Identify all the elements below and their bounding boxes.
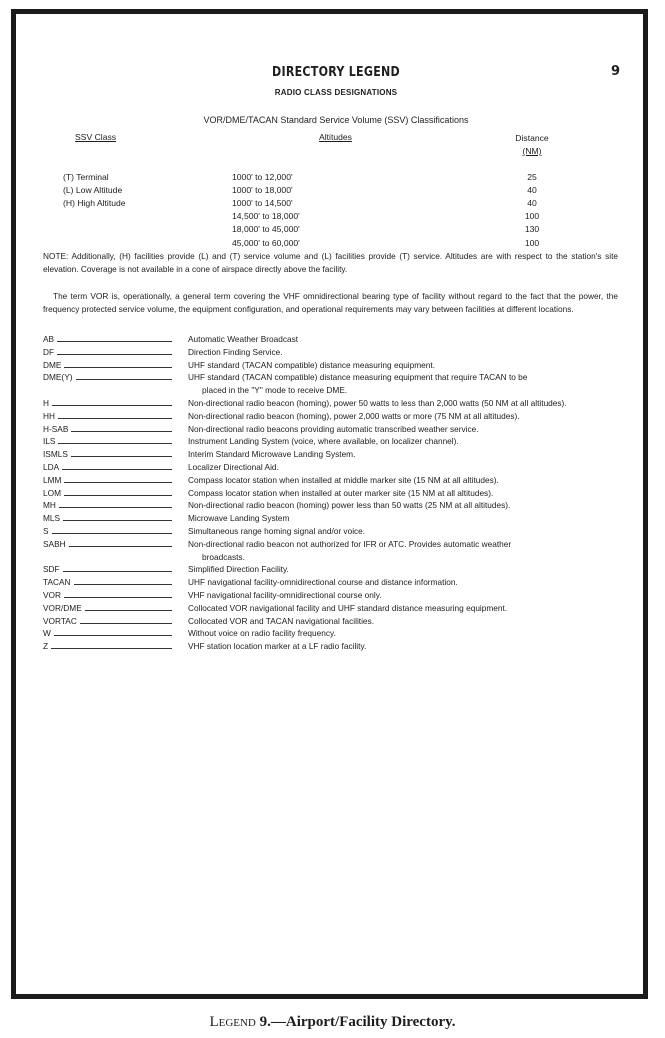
designation-description bbox=[188, 435, 618, 448]
ssv-note: NOTE: Additionally, (H) facilities provide (L) and (T) service volume and (L) facilities provide (T) service. Altitudes are with respect to the station's site elevation. Coverage is not available in a cone of airspace directly above the facility. bbox=[43, 251, 618, 274]
leader-line bbox=[59, 507, 172, 508]
designation-code-cell bbox=[43, 487, 188, 500]
designation-row bbox=[43, 410, 618, 423]
ssv-dist-cell: 40 bbox=[527, 198, 537, 209]
designation-code-cell bbox=[43, 538, 188, 564]
designation-code: H bbox=[43, 397, 49, 408]
designation-description bbox=[188, 627, 618, 640]
designation-code: VOR/DME bbox=[43, 602, 82, 613]
designation-row bbox=[43, 602, 618, 615]
designation-code: VORTAC bbox=[43, 615, 77, 626]
designation-code-cell bbox=[43, 602, 188, 615]
ssv-class-header: SSV Class bbox=[75, 132, 117, 142]
designation-row bbox=[43, 538, 618, 564]
designation-description-text: Non-directional radio beacon (homing), power 50 watts to less than 2,000 watts (50 NM at all altitudes). bbox=[188, 397, 567, 408]
designation-row bbox=[43, 435, 618, 448]
designation-description bbox=[188, 499, 618, 512]
designation-code-cell bbox=[43, 333, 188, 346]
designation-description-text: Collocated VOR navigational facility and UHF standard distance measuring equipment. bbox=[188, 602, 508, 613]
leader-line bbox=[58, 418, 172, 419]
designation-code: ILS bbox=[43, 436, 56, 447]
leader-line bbox=[58, 443, 172, 444]
designation-code-cell bbox=[43, 397, 188, 410]
designation-code-cell bbox=[43, 615, 188, 628]
ssv-dist-cell: 40 bbox=[527, 185, 537, 196]
page-subtitle: RADIO CLASS DESIGNATIONS bbox=[274, 88, 398, 97]
designation-code-cell bbox=[43, 423, 188, 436]
designation-row bbox=[43, 333, 618, 346]
ssv-cls-cell: (H) High Altitude bbox=[63, 198, 126, 209]
designation-description bbox=[188, 423, 618, 436]
designation-description bbox=[188, 563, 618, 576]
leader-line bbox=[52, 405, 172, 406]
designation-row bbox=[43, 397, 618, 410]
leader-line bbox=[64, 597, 172, 598]
designation-row bbox=[43, 627, 618, 640]
designation-description-text: Non-directional radio beacon (homing), power 2,000 watts or more (75 NM at all altitudes). bbox=[188, 410, 520, 421]
leader-line bbox=[64, 367, 172, 368]
ssv-alt-cell: 1000' to 12,000' bbox=[232, 172, 293, 182]
designation-description bbox=[188, 333, 618, 346]
leader-line bbox=[54, 635, 172, 636]
designation-code: H-SAB bbox=[43, 423, 69, 434]
leader-line bbox=[80, 623, 172, 624]
designation-description bbox=[188, 371, 618, 397]
leader-line bbox=[51, 648, 172, 649]
designation-code: MLS bbox=[43, 513, 61, 524]
page-number: 9 bbox=[610, 64, 620, 79]
designation-row bbox=[43, 359, 618, 372]
designation-code: W bbox=[43, 628, 51, 639]
designation-row bbox=[43, 423, 618, 436]
leader-line bbox=[52, 533, 172, 534]
designation-code-cell bbox=[43, 371, 188, 397]
designation-row bbox=[43, 371, 618, 397]
designation-row bbox=[43, 576, 618, 589]
designation-code: Z bbox=[43, 641, 49, 652]
designation-code-cell bbox=[43, 627, 188, 640]
designation-description-text: Non-directional radio beacon (homing) power less than 50 watts (25 NM at all altitudes). bbox=[188, 500, 511, 511]
ssv-alt-cell: 14,500' to 18,000' bbox=[232, 211, 300, 222]
designation-code: TACAN bbox=[43, 577, 71, 588]
designation-code: LOM bbox=[43, 487, 61, 498]
designation-code-cell bbox=[43, 359, 188, 372]
designation-description bbox=[188, 461, 618, 474]
leader-line bbox=[71, 431, 172, 432]
designation-description-text: Without voice on radio facility frequency. bbox=[188, 628, 336, 639]
designation-description bbox=[188, 410, 618, 423]
designation-code: AB bbox=[43, 334, 55, 344]
distance-unit-header: (NM) bbox=[522, 146, 542, 156]
designation-code-cell bbox=[43, 346, 188, 359]
designation-code: S bbox=[43, 525, 49, 536]
ssv-dist-cell: 25 bbox=[527, 172, 537, 182]
designations-list bbox=[43, 333, 618, 653]
ssv-alt-cell: 18,000' to 45,000' bbox=[232, 224, 300, 235]
designation-code: LMM bbox=[43, 474, 62, 485]
leader-line bbox=[69, 546, 172, 547]
designation-row bbox=[43, 474, 618, 487]
designation-row bbox=[43, 589, 618, 602]
designation-row bbox=[43, 512, 618, 525]
ssv-cls-cell: (T) Terminal bbox=[63, 172, 109, 182]
designation-code-cell bbox=[43, 448, 188, 461]
figure-caption bbox=[0, 1014, 665, 1031]
designation-description-text: Microwave Landing System bbox=[188, 513, 290, 524]
designation-row bbox=[43, 615, 618, 628]
designation-description bbox=[188, 359, 618, 372]
designation-description bbox=[188, 512, 618, 525]
ssv-alt-cell: 1000' to 14,500' bbox=[232, 198, 293, 209]
designation-code: LDA bbox=[43, 461, 60, 472]
designation-code-cell bbox=[43, 512, 188, 525]
designation-row bbox=[43, 346, 618, 359]
designation-description-text: Simultaneous range homing signal and/or voice. bbox=[188, 525, 366, 536]
designation-code: VOR bbox=[43, 589, 61, 600]
designation-description bbox=[188, 346, 618, 359]
designation-description bbox=[188, 538, 618, 564]
designation-code: SDF bbox=[43, 564, 60, 575]
ssv-cls-cell: (L) Low Altitude bbox=[63, 185, 123, 196]
designation-description bbox=[188, 397, 618, 410]
caption-prefix: Legend bbox=[209, 1014, 256, 1030]
designation-description bbox=[188, 602, 618, 615]
designation-row bbox=[43, 487, 618, 500]
designation-description-continuation: broadcasts. bbox=[202, 551, 245, 562]
designation-code-cell bbox=[43, 640, 188, 653]
designation-description bbox=[188, 615, 618, 628]
designation-code: DME(Y) bbox=[43, 372, 73, 383]
leader-line bbox=[57, 341, 172, 342]
designation-description-text: Localizer Directional Aid. bbox=[188, 461, 279, 472]
leader-line bbox=[71, 456, 172, 457]
designation-code-cell bbox=[43, 461, 188, 474]
leader-line bbox=[64, 495, 172, 496]
designation-description-text: Instrument Landing System (voice, where available, on localizer channel). bbox=[188, 436, 459, 447]
designation-description-text: VHF navigational facility-omnidirectional course only. bbox=[188, 589, 382, 600]
designation-description-text: UHF navigational facility-omnidirectional course and distance information. bbox=[188, 577, 458, 588]
designation-description bbox=[188, 589, 618, 602]
designation-description-text: Direction Finding Service. bbox=[188, 346, 283, 357]
designation-description-text: Interim Standard Microwave Landing System. bbox=[188, 449, 356, 460]
designation-description-text: VHF station location marker at a LF radio facility. bbox=[188, 641, 367, 652]
designation-row bbox=[43, 448, 618, 461]
designation-description bbox=[188, 640, 618, 653]
designation-code-cell bbox=[43, 499, 188, 512]
designation-description-text: Compass locator station when installed at middle marker site (15 NM at all altitudes). bbox=[188, 474, 499, 485]
designation-code-cell bbox=[43, 410, 188, 423]
ssv-alt-cell: 45,000' to 60,000' bbox=[232, 237, 300, 248]
designation-code-cell bbox=[43, 563, 188, 576]
caption-text: 9.—Airport/Facility Directory. bbox=[255, 1014, 456, 1030]
designation-code: HH bbox=[43, 410, 55, 421]
ssv-dist-cell: 100 bbox=[524, 237, 540, 248]
designation-code-cell bbox=[43, 576, 188, 589]
designation-code: MH bbox=[43, 500, 56, 511]
designation-description-text: Non-directional radio beacons providing automatic transcribed weather service. bbox=[188, 423, 479, 434]
altitudes-header: Altitudes bbox=[319, 132, 352, 142]
designation-description-text: Compass locator station when installed at outer marker site (15 NM at all altitudes). bbox=[188, 487, 494, 498]
page-frame bbox=[11, 9, 648, 999]
leader-line bbox=[74, 584, 172, 585]
designation-code: DF bbox=[43, 346, 55, 357]
designation-code: SABH bbox=[43, 538, 66, 549]
vor-paragraph: The term VOR is, operationally, a general term covering the VHF omnidirectional bearing type of facility without regard to the fact that the power, the frequency protected service volume, the equipment configuration, and operational requirements may vary between facilities at different locations. bbox=[43, 291, 618, 314]
designation-description bbox=[188, 525, 618, 538]
leader-line bbox=[62, 469, 172, 470]
designation-description bbox=[188, 487, 618, 500]
designation-row bbox=[43, 563, 618, 576]
designation-row bbox=[43, 525, 618, 538]
leader-line bbox=[63, 571, 172, 572]
designation-description bbox=[188, 576, 618, 589]
leader-line bbox=[64, 482, 172, 483]
ssv-alt-cell: 1000' to 18,000' bbox=[232, 185, 293, 196]
page-title: DIRECTORY LEGEND bbox=[272, 64, 400, 80]
leader-line bbox=[63, 520, 172, 521]
designation-code-cell bbox=[43, 435, 188, 448]
designation-code-cell bbox=[43, 525, 188, 538]
leader-line bbox=[57, 354, 172, 355]
designation-row bbox=[43, 461, 618, 474]
designation-description bbox=[188, 448, 618, 461]
distance-header: Distance bbox=[515, 133, 549, 143]
designation-description-continuation: placed in the "Y" mode to receive DME. bbox=[202, 385, 348, 396]
designation-description-text: UHF standard (TACAN compatible) distance measuring equipment. bbox=[188, 359, 436, 370]
designation-code: DME bbox=[43, 359, 62, 370]
leader-line bbox=[85, 610, 172, 611]
designation-description-text: Collocated VOR and TACAN navigational facilities. bbox=[188, 615, 375, 626]
designation-row bbox=[43, 640, 618, 653]
ssv-dist-cell: 100 bbox=[524, 211, 540, 222]
designation-code-cell bbox=[43, 589, 188, 602]
leader-line bbox=[76, 379, 173, 380]
designation-code-cell bbox=[43, 474, 188, 487]
designation-description-text: Automatic Weather Broadcast bbox=[188, 334, 299, 344]
designation-description-text: Simplified Direction Facility. bbox=[188, 564, 289, 575]
designation-code: ISMLS bbox=[43, 449, 68, 460]
ssv-table-title: VOR/DME/TACAN Standard Service Volume (SSV) Classifications bbox=[203, 115, 469, 125]
designation-description bbox=[188, 474, 618, 487]
ssv-dist-cell: 130 bbox=[524, 224, 540, 235]
designation-description-text: Non-directional radio beacon not authorized for IFR or ATC. Provides automatic weather bbox=[188, 538, 512, 549]
designation-row bbox=[43, 499, 618, 512]
designation-description-text: UHF standard (TACAN compatible) distance measuring equipment that require TACAN to be bbox=[188, 372, 528, 383]
